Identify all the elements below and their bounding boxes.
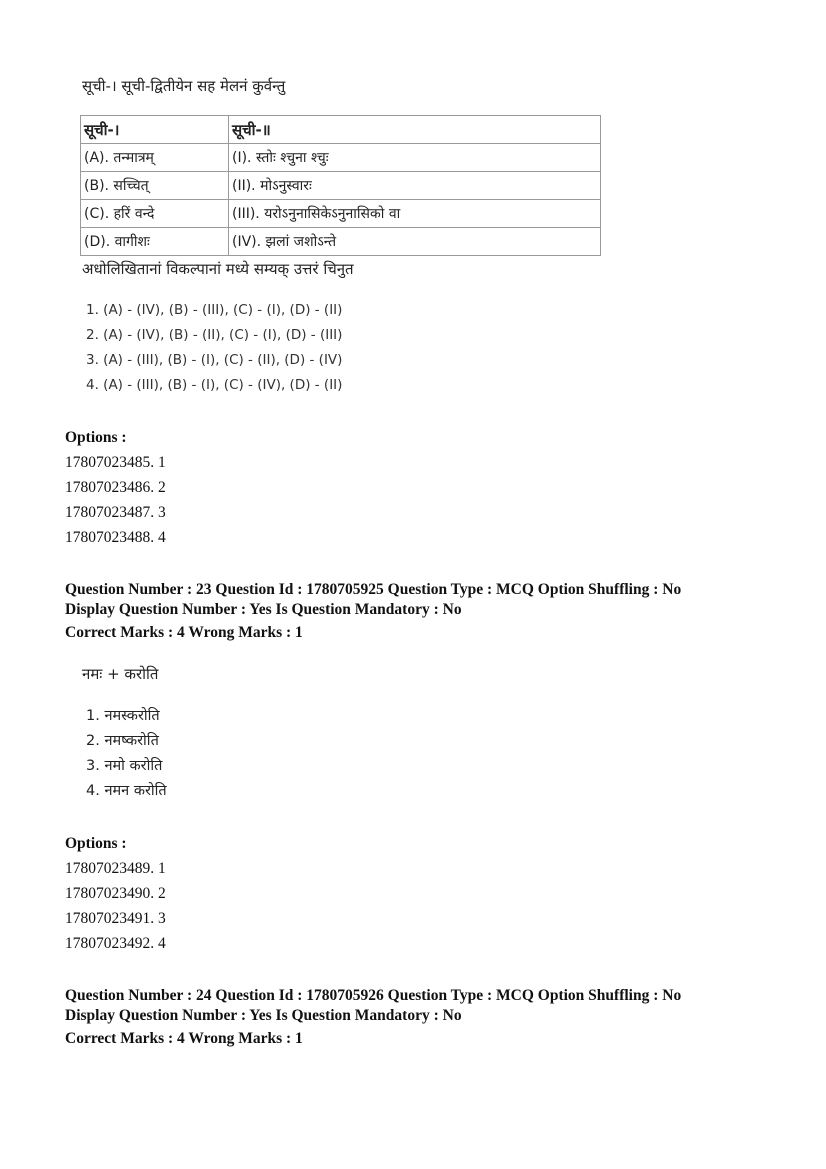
question-meta-line: Display Question Number : Yes Is Question Mandatory : No (65, 601, 462, 618)
table-cell: (III). यरोऽनुनासिकेऽनुनासिको वा (229, 200, 601, 228)
answer-choice-list (86, 704, 167, 804)
question-prompt: अधोलिखितानां विकल्पानां मध्ये सम्यक् उत्तरं चिनुत (82, 260, 354, 278)
answer-choice-list (86, 298, 342, 398)
table-row (81, 172, 601, 200)
option-id-list (65, 856, 166, 956)
answer-choice: 4. (A) - (III), (B) - (I), (C) - (IV), (D) - (II) (86, 377, 343, 393)
table-cell: (D). वागीशः (81, 228, 229, 256)
table-row (81, 228, 601, 256)
answer-choice: 3. नमो करोति (86, 758, 163, 774)
table-cell: (I). स्तोः श्चुना श्चुः (229, 144, 601, 172)
option-id: 17807023485. 1 (65, 454, 166, 471)
answer-choice: 4. नमन करोति (86, 783, 167, 799)
answer-choice: 1. नमस्करोति (86, 708, 160, 724)
marks-line: Correct Marks : 4 Wrong Marks : 1 (65, 624, 303, 641)
question-meta-line: Question Number : 24 Question Id : 1780705926 Question Type : MCQ Option Shuffling : No (65, 987, 682, 1004)
table-header-row (81, 116, 601, 144)
table-cell: (C). हरिं वन्दे (81, 200, 229, 228)
options-heading: Options : (65, 429, 127, 446)
question-stem: नमः + करोति (82, 665, 159, 683)
question-meta (65, 986, 681, 1049)
table-cell: (A). तन्मात्रम् (81, 144, 229, 172)
options-heading: Options : (65, 835, 127, 852)
table-cell: (B). सच्चित् (81, 172, 229, 200)
column-header-list-1: सूची-। (81, 116, 229, 144)
match-instruction: सूची-। सूची-द्वितीयेन सह मेलनं कुर्वन्तु (82, 77, 286, 95)
option-id: 17807023487. 3 (65, 504, 166, 521)
table-cell: (II). मोऽनुस्वारः (229, 172, 601, 200)
option-id: 17807023491. 3 (65, 910, 166, 927)
answer-choice: 2. (A) - (IV), (B) - (II), (C) - (I), (D) - (III) (86, 327, 343, 343)
marks-line: Correct Marks : 4 Wrong Marks : 1 (65, 1030, 303, 1047)
table-row (81, 200, 601, 228)
table-row (81, 144, 601, 172)
question-meta-line: Display Question Number : Yes Is Question Mandatory : No (65, 1007, 462, 1024)
option-id: 17807023486. 2 (65, 479, 166, 496)
column-header-list-2: सूची-॥ (229, 116, 601, 144)
match-table (80, 115, 601, 256)
question-meta (65, 580, 681, 643)
table-cell: (IV). झलां जशोऽन्ते (229, 228, 601, 256)
option-id: 17807023489. 1 (65, 860, 166, 877)
answer-choice: 2. नमष्करोति (86, 733, 159, 749)
answer-choice: 1. (A) - (IV), (B) - (III), (C) - (I), (D) - (II) (86, 302, 343, 318)
option-id: 17807023490. 2 (65, 885, 166, 902)
question-meta-line: Question Number : 23 Question Id : 1780705925 Question Type : MCQ Option Shuffling : No (65, 581, 682, 598)
option-id: 17807023488. 4 (65, 529, 166, 546)
option-id-list (65, 450, 166, 550)
option-id: 17807023492. 4 (65, 935, 166, 952)
answer-choice: 3. (A) - (III), (B) - (I), (C) - (II), (D) - (IV) (86, 352, 343, 368)
